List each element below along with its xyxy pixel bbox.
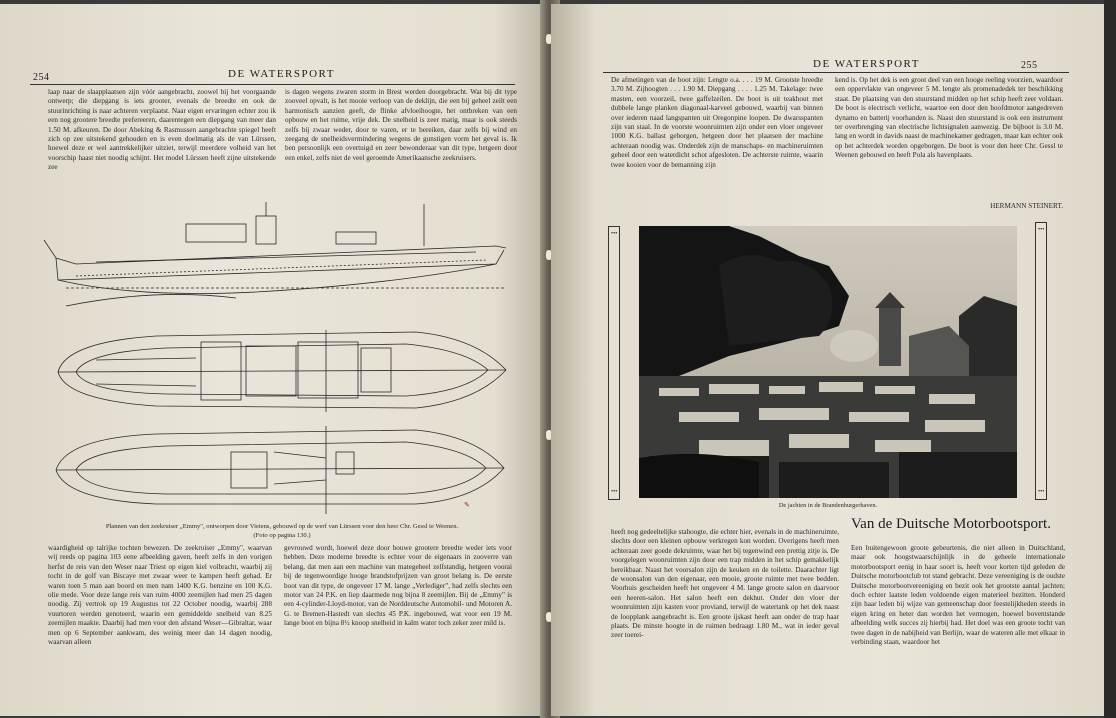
author-signature: HERMANN STEINERT. [990, 202, 1063, 210]
lower-plan [56, 426, 504, 514]
right-col4-text: Een buitengewoon groote gebeurtenis, die niet alleen in Duitschland, maar ook hoogstwaarschijnlijk in de geheele internationale motorbootsport eenig in haar soort is, heeft voor korten tijd geleden de Duitsche motorbootclub tot stand gebracht. Deze vereeniging is de oudste Duitsche motorbootvereeniging en bezit ook het grootste aantal jachten; doch echter laatste leden voldoende eigen materieel bezitten. Honderd zijn haar leden bij wijze van gemeenschap door feestelijkheden steeds in eigen kring en heter dan worden het vermogen, hoewel boventstande afbeelding welk succes zij hierbij had. Het doel was een groote tocht van twee dagen in de nabijheid van Berlijn, waar de wateren alle met elkaar in verbinding staan, waardoor het [851, 544, 1065, 647]
deck-plan [58, 330, 506, 412]
left-ornament-bar: ••• ••• [608, 226, 620, 500]
right-col1-text: De afmetingen van de boot zijn: Lengte o.a. . . . 19 M. Grootste breedte 3.70 M. Zijhoogten . . . 1.90 M. Diepgang . . . . 1.25 M. Takelage: twee masten, een voorzeil, twee gaffelzeilen. De boot is uit teakhout met dubbele lange planken diagonaal-karveel gebouwd, waarbij van binnen over iederen naad langspanten uit Oregonpine loopen. De dwarsspanten zijn van staal. In de voorste woonruimten zijn onder een vloer ongeveer 1000 K.G. ballast geborgen, hetgeen door het plaatsen der machine achteraan noodig was. Onderdek zijn de manschaps- en machineruimten geheel door een waterdicht schot afgesloten. De achterste ruimte, waarin twee kooien voor de bemanning zijn [611, 76, 823, 169]
photo-caption: De jachten in de Brandenburgerhaven. [778, 502, 878, 509]
plan-caption: Plannen van den zeekruiser „Emmy", ontworpen door Vietens, gebouwd op de werf van Lürssen voor den heer Chr. Gessl te Weenen. [105, 523, 459, 530]
left-col3-text: waardigheid op talrijke tochten bewezen. De zeekruiser „Emmy", waarvan wij reeds op pagina 103 eene afbeelding gaven, heeft zelfs in den vorigen herfst de reis van den Weser naar Triest op eigen kiel volbracht, waarbij zij tocht in de golf van Biscaye met zwaar weer te kampen heeft gehad. Er waren toen 5 man aan boord en men nam 1400 K.G. benzine en 100 K.G. olie mede. Voor deze lange reis van ruim 4000 zeemijlen had men 25 dagen noodig. Zij vertrok op 19 Augustus tot 22 October noodig, waarbij 288 vuurtoren werden genoteerd, waarin een gemiddelde snelheid van 8.25 zeemijlen maakte. Daarbij had men voor den afstand Weser—Gibraltar, waar men op 6 September aankwam, des weinig meer dan 14 dagen noodig, waarvan alleen [48, 544, 272, 647]
harbor-photo [639, 226, 1017, 498]
harbor-photo-image [639, 226, 1017, 498]
right-col2-text: kend is. Op het dek is een groot deel van een hooge reeling voorzien, waardoor een oppervlakte van ongeveer 5 M. lengte als promenadedek ter beschikking staat. De plaatsing van den stuurstand midden op het schip heeft zeer voldaan. De boot is electrisch verlicht, waartoe een door den hoofdmotor aangedreven dynamo en batterij voorhanden is. Naast den stuurstand is ook een instrument ter overbrenging van electrische lichtsignalen aanwezig. De bijboot is 3.0 M. lang en wordt in davids naast de machinekamer gedragen, maar kan echter ook op het achterdek worden opgeborgen. De boot is voor den heer Chr. Gessl te Weenen gebouwd en heeft Pola als havenplaats. [835, 76, 1063, 160]
left-page-number: 254 [33, 72, 50, 83]
drawing-signature-mark: ✎ [464, 501, 470, 509]
right-col3-text: heeft nog gedeeltelijke stahoogte, die echter hier, evenals in de machineruimte, slechts door een kleinen opbouw verkregen kon worden. Overigens heeft men achteraan zeer goede dekruimte, waar het bij tegenwind een prettig zitje is. De voorgelegen woonruimten zijn door een trap midden in het schip gemakkelijk bereikbaar. Naast het voorsalon zijn de keuken en de toilette. Daarachter ligt de woonsalon van den eigenaar, een mooie, groote ruimte met twee bedden. Voorhuis gescheiden heeft het ongeveer 4 M. lange groote salon en daarvoor een heeren-salon. Het salon heeft een dekhut. Onder den vloer der woonruimten zijn kasten voor proviand, terwijl de watertank op het dek naast de loopplank aangebracht is. Een groote ijskast heeft aan onder de trap haar plaats. De minste hoogte in de ruimen bedraagt 1.80 M., wat in ieder geval zeer toerei- [611, 528, 839, 640]
plan-caption-sub: (Foto op pagina 130.) [253, 532, 311, 539]
left-page [0, 4, 549, 716]
left-header-rule [30, 84, 515, 85]
left-col4-text: gevrouwd wordt, hoewel deze door bouwe grootere breedte weder iets voor hebben. Deze moderne breedte is echter voor de eigenaars in zooverre van belang, dat men aan een machine van mategeheel zelfstandig, hetgeen voorai bij de tegenwoordige hooge brandstofprijzen van groot belang is. De eerste boot van dit type, de ongeveer 17 M. lange „Verlediger", had zelfs slechts een motor van 24 P.K. en liep daarmede nog bijna 8 zeemijlen. Bij de „Emmy" is een 4-cylinder-Lloyd-motor, van de Norddeutsche Automobil- und Motoren A. G. te Bremen-Hastedt van slechts 45 P.K. ingebouwd, wat voor een 19 M. lange boot en bijna 8½ knoop snelheid in kalm water toch zeker zeer mild is. [284, 544, 512, 628]
right-ornament-bar: ••• ••• [1035, 222, 1047, 500]
article-title: Van de Duitsche Motorbootsport. [851, 516, 1051, 532]
right-header-rule [603, 72, 1069, 73]
ship-plan-drawing [36, 202, 522, 522]
right-running-title: DE WATERSPORT [813, 58, 920, 70]
left-col2-text: is dagen wegens zwaren storm in Brest werden doorgebracht. Wat bij dit type zooveel opvalt, is het mooie verloop van de deklijn, die een bij geheel zeilt een harmonisch aanzien geeft, de flinke afvloeihoogte, het ontbreken van een opbouw en het ruime, vrije dek. De snelheid is zeer matig, maar is ook steeds zelfs bij zwaar weder, door te varen, er te bereiken, daar zelfs bij wind en zeegang de snelheidsvermindering wegens de gunstigen vorm het geval is. Ik ben persoonlijk een overtuigd en zeer bewonderaar van dit type, hetgeen door een enkel, zelfs niet de veel geroemde Amerikaansche zeekruisers. [285, 88, 517, 162]
left-col1-text: laap naar de slaapplaatsen zijn vóór aangebracht, zoowel bij het voorgaande ontwerp; die diepgang is iets grooter, evenals de breedte en ook de stuurinrichting is naar achteren verplaatst. Naar eigen ervaringen echter zou ik een nog grootere breedte prefereeren, daarentegen een diepgang van meer dan 1.50 M. afkeuren. De door Abeking & Rasmussen aangebrachte spiegel heeft zich op zee uitstekend gehouden en is even doelmatig als de van Lürssen, hoewel deze er wel aantrekkelijker uitziet, terwijl meerdere volheid van het voorschip haast niet noodig schijnt. Het model Lürssen heeft zijne uitstekende zee [48, 88, 276, 172]
right-page [551, 4, 1104, 716]
left-running-title: DE WATERSPORT [228, 68, 335, 80]
right-page-number: 255 [1021, 60, 1038, 71]
side-elevation [44, 202, 506, 306]
book-right-edge [1104, 0, 1116, 718]
